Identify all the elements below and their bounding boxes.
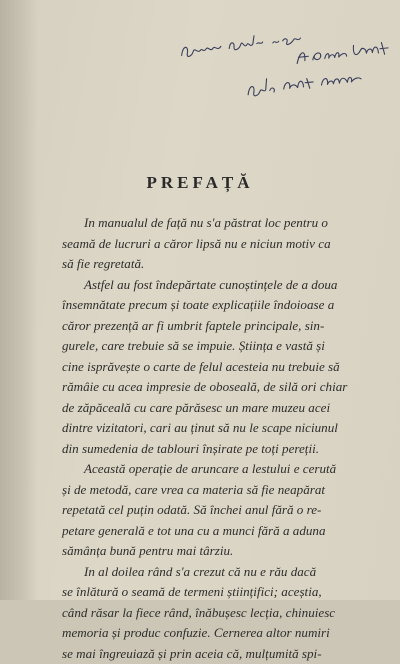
text-line: repetată cel puțin odată. Să închei anul fără o re- (62, 500, 390, 521)
handwritten-dedication-signature (176, 17, 400, 112)
text-line: din sumedenia de tablouri înșirate pe toți pereții. (62, 439, 390, 460)
text-line: dintre vizitatori, cari au ținut să nu le scape niciunul (62, 418, 390, 439)
binding-edge (0, 0, 38, 600)
text-line: cine isprăvește o carte de felul acesteia nu trebuie să (62, 357, 390, 378)
text-line: In al doilea rând s'a crezut că nu e rău dacă (62, 562, 390, 583)
text-line: memoria și produc confuzie. Cernerea altor numiri (62, 623, 390, 644)
text-line: gurele, care trebuie să se impuie. Știința e vastă și (62, 336, 390, 357)
text-line: rămâie cu acea impresie de oboseală, de silă ori chiar (62, 377, 390, 398)
text-line: și de metodă, care vrea ca materia să fie neapărat (62, 480, 390, 501)
text-line: când răsar la fiece rând, înăbușesc lecția, chinuiesc (62, 603, 390, 624)
preface-body (62, 213, 390, 664)
page-title: PREFAȚĂ (0, 173, 400, 193)
text-line: însemnătate precum și toate explicațiile îndoioase a (62, 295, 390, 316)
text-line: căror prezență ar fi umbrit faptele principale, sin- (62, 316, 390, 337)
text-line: se mai îngreuiază și prin aceia că, mulțumită spi- (62, 644, 390, 664)
text-line: să fie regretată. (62, 254, 390, 275)
text-line: Această operație de aruncare a lestului e cerută (62, 459, 390, 480)
text-line: seamă de lucruri a căror lipsă nu e niciun motiv ca (62, 234, 390, 255)
text-line: In manualul de față nu s'a păstrat loc pentru o (62, 213, 390, 234)
text-line: de zăpăceală cu care părăsesc un mare muzeu acei (62, 398, 390, 419)
text-line: se înlătură o seamă de termeni științifici; aceștia, (62, 582, 390, 603)
text-line: sămânța bună pentru mai târziu. (62, 541, 390, 562)
handwritten-dedication (176, 17, 400, 112)
text-line: petare generală e tot una cu a munci fără a aduna (62, 521, 390, 542)
text-line: Astfel au fost îndepărtate cunoștințele de a doua (62, 275, 390, 296)
